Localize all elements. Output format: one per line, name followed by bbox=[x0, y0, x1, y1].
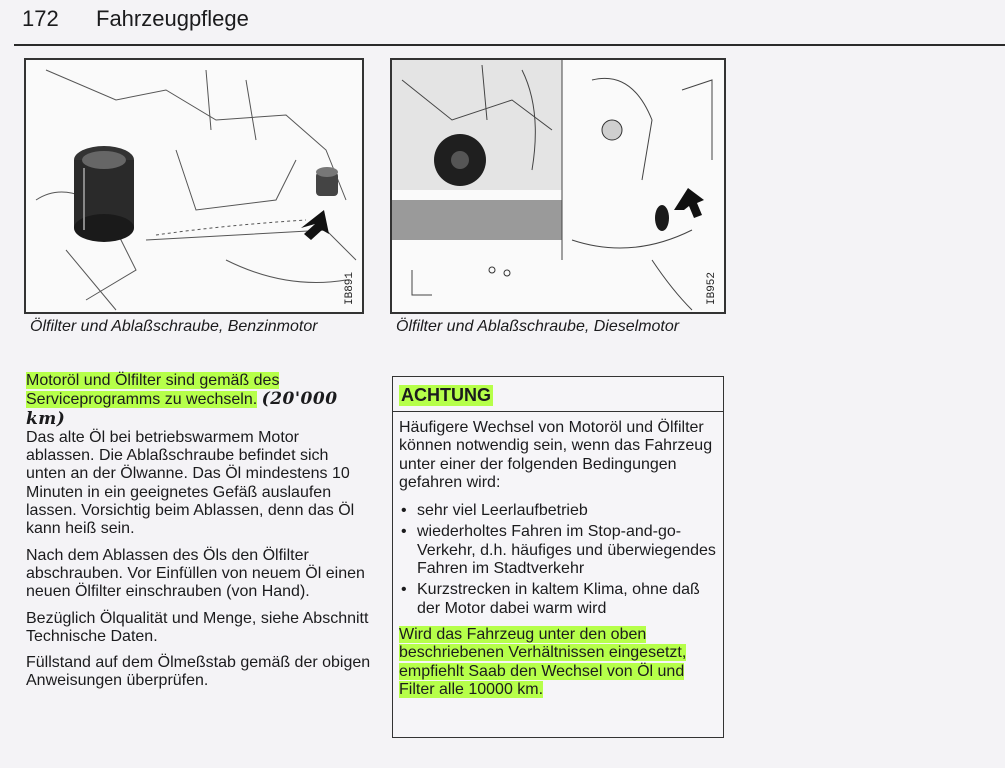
handwritten-note: (20'000 km) bbox=[26, 389, 338, 429]
warning-list bbox=[399, 502, 719, 618]
warning-intro: Häufigere Wechsel von Motoröl und Ölfilter können notwendig sein, wenn das Fahrzeug unter einer der folgenden Bedingungen gefahren wird: bbox=[399, 419, 713, 491]
figure-id-label: IB891 bbox=[344, 271, 356, 305]
arrow-icon bbox=[301, 210, 329, 240]
warning-title: ACHTUNG bbox=[401, 385, 491, 405]
page-header bbox=[22, 6, 249, 32]
figure-caption-petrol: Ölfilter und Ablaßschraube, Benzinmotor bbox=[30, 318, 318, 335]
oil-filter-shape bbox=[74, 146, 134, 242]
warning-box bbox=[392, 376, 724, 738]
figure-diesel-engine bbox=[390, 58, 726, 314]
lead-paragraph bbox=[26, 372, 371, 429]
paragraph-quality: Bezüglich Ölqualität und Menge, siehe Abschnitt Technische Daten. bbox=[26, 609, 369, 645]
list-item: • wiederholtes Fahren im Stop-and-go-Verkehr, d.h. häufiges und überwiegendes Fahren im Stadtverkehr bbox=[399, 523, 719, 578]
paragraph-filter: Nach dem Ablassen des Öls den Ölfilter abschrauben. Vor Einfüllen von neuem Öl einen neuen Ölfilter einschrauben (von Hand). bbox=[26, 546, 365, 601]
figure-id-label: IB952 bbox=[706, 271, 718, 305]
figure-caption-diesel: Ölfilter und Ablaßschraube, Dieselmotor bbox=[396, 318, 680, 335]
header-rule bbox=[14, 44, 1005, 46]
chapter-title: Fahrzeugpflege bbox=[96, 6, 249, 31]
drain-plug-shape bbox=[655, 205, 669, 231]
paragraph-dipstick: Füllstand auf dem Ölmeßstab gemäß der obigen Anweisungen überprüfen. bbox=[26, 654, 371, 690]
drain-plug-shape bbox=[316, 167, 338, 196]
petrol-engine-illustration bbox=[26, 60, 362, 312]
warning-conclusion: Wird das Fahrzeug unter den oben beschriebenen Verhältnissen eingesetzt, empfiehlt Saab den Wechsel von Öl und Filter alle 10000 km. bbox=[399, 625, 687, 698]
paragraph-drain: Das alte Öl bei betriebswarmem Motor ablassen. Die Ablaßschraube befindet sich unten an der Ölwanne. Das Öl mindestens 10 Minuten in ein geeignetes Gefäß auslaufen lassen. Vorsichtig beim Ablassen, denn das Öl kann heiß sein. bbox=[26, 428, 355, 538]
arrow-icon bbox=[674, 188, 704, 218]
instructions-column bbox=[26, 372, 371, 699]
warning-title-bar bbox=[393, 377, 723, 412]
list-item: • Kurzstrecken in kaltem Klima, ohne daß der Motor dabei warm wird bbox=[399, 581, 719, 618]
list-item: • sehr viel Leerlaufbetrieb bbox=[399, 502, 719, 520]
figure-petrol-engine bbox=[24, 58, 364, 314]
diesel-engine-illustration bbox=[392, 60, 724, 312]
page-number: 172 bbox=[22, 6, 59, 31]
highlighted-lead: Motoröl und Ölfilter sind gemäß des Serviceprogramms zu wechseln. bbox=[26, 372, 280, 409]
warning-body bbox=[399, 419, 719, 709]
